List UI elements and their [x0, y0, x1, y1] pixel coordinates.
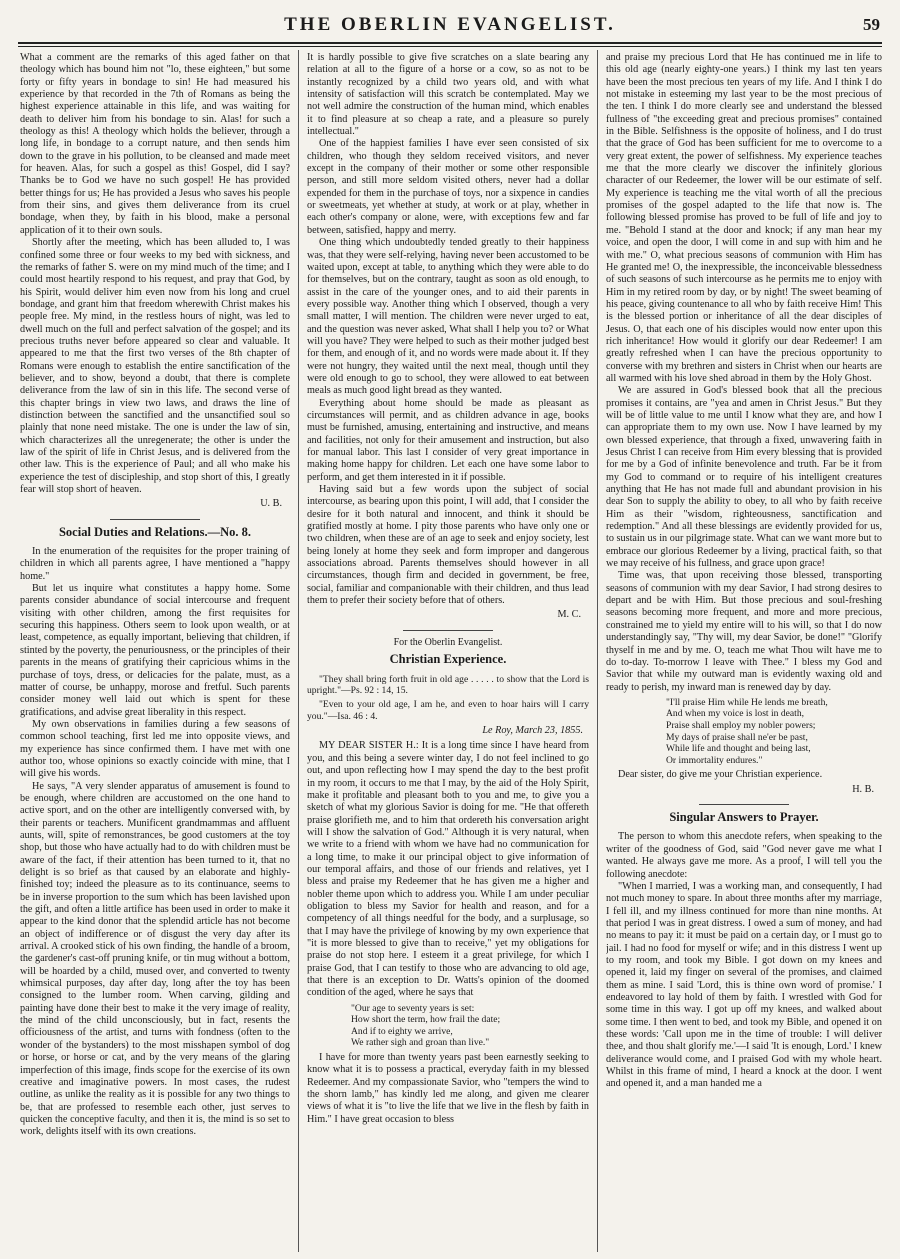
- source-line: For the Oberlin Evangelist.: [393, 636, 503, 648]
- column-3: [606, 52, 882, 1252]
- paragraph: What a comment are the remarks of this aged father on that theology which has bound him not "lo, these eighteen," but some forty or fifty years in bondage to sin! He had measured his experience by that recorded in the 7th of Romans as being the highest experience attainable in this life, and was waiting for death to deliver him from his bondage to sin. Alas! for such a theology as this! A theology which holds the believer, through a long life, in bondage to a corrupt nature, and then sends him down to the grave in his pollution, to be cleansed and made meet for heaven. Alas, for such a gospel as this! Gospel, did I say? Thanks be to God we have no such gospel! He has provided better things for us; He has provided a Jesus who saves his people from their sins, and gives them deliverance from its cruel bondage, when they, by faith in his blood, make a personal application of it to their own souls.: [20, 52, 290, 236]
- page-number: 59: [863, 15, 880, 34]
- verse-line: While life and thought and being last,: [666, 743, 811, 755]
- signature: H. B.: [852, 783, 874, 795]
- epigraph: "Even to your old age, I am he, and even to hoar hairs will I carry you."—Isa. 46 : 4.: [307, 699, 589, 722]
- verse: [351, 1003, 589, 1049]
- verse-line: Or immortality endures.": [666, 754, 763, 766]
- column-2: [307, 52, 589, 1252]
- verse-line: My days of praise shall ne'er be past,: [666, 731, 808, 743]
- section-divider: [403, 630, 493, 631]
- paragraph: My own observations in families during a few seasons of common school teaching, first led me into opposite views, and my experience has since confirmed them. I have met with one author too, whose opinions so exactly coincide with mine, that I will give his words.: [20, 718, 290, 780]
- signature: M. C.: [557, 609, 581, 621]
- paragraph: He says, "A very slender apparatus of amusement is found to be enough, where children are accustomed on the one hand to active sport, and on the other are intelligently conversed with, by their parents or teachers. Munificent grandmammas and affluent aunts, will, spite of remonstrances, be good customers at the toy shop, but those who have actually had to do with children must be aware of the fact, if their attention has been turned to it, that no delight is so brief as that caused by an elaborate and highly-finished toy; indeed the pleasure as to its continuance, seems to be in inverse proportion to the sum which has been lavished upon the gift, and often a little artifice has been used in order to make it appear to the kind donor that the splendid article has not become an object of indifference or of disgust the very day after its arrival. A crooked stick of his own finding, the handle of a broom, the gardener's cast-off pruning knife, or tin mug without a bottom, will be hoarded by a child, mused over, and converted to twenty whimsical purposes, day after day, long after the toy has been consigned to the lumber room. When carving, gilding and painting have done their best to make it the very image of reality, the mind of the child unconsciously, but in fact, resents the officiousness of the artist, and turns with fondness (often to the wonder of the bystanders) to the most misshapen symbol of dog or horse, or horse or cat, and by the very means of the glaring imperfection of this image, finds scope for the exercise of its own creative and imaginative powers. In most cases, the rudest outline, as unlike the reality as it is possible for any two things to be, that are professed to resemble each other, just serves to quicken the conceptive faculty, and then it is, the mind is so set to work, delights itself with its own creations.: [20, 780, 290, 1138]
- paragraph: In the enumeration of the requisites for the proper training of children in which all parents agree, I have mentioned a "happy home.": [20, 546, 290, 582]
- paragraph: Dear sister, do give me your Christian experience.: [618, 769, 823, 781]
- verse-line: Praise shall employ my nobler powers;: [666, 720, 816, 732]
- article-heading: Singular Answers to Prayer.: [669, 810, 819, 825]
- verse-line: "Our age to seventy years is set:: [351, 1002, 475, 1014]
- paragraph: One thing which undoubtedly tended greatly to their happiness was, that they were self-relying, having never been accustomed to be waited upon, except at table, to anything which they were able to do for themselves, but on the contrary, taught as soon as old enough, to assist in the care of the younger ones, and to aid their parents in every possible way. Another thing which I observed, though a very small matter, I will mention. The children were never urged to eat, and the question was never asked, What shall I help you to? or What will you have? They were helped to such as their mother judged best for them, and enough of it, and no words were made about it. If they were not hungry, they waited until the next meal, though until they were old enough to go to school, they were allowed to eat between meals as much good light bread as they wanted.: [307, 237, 589, 397]
- column-1: [20, 52, 290, 1252]
- column-divider-2: [597, 50, 598, 1252]
- epigraph: "They shall bring forth fruit in old age . . . . . to show that the Lord is upright."—Ps. 92 : 14, 15.: [307, 673, 589, 696]
- verse-line: And if to eighty we arrive,: [351, 1025, 453, 1037]
- paragraph: I have for more than twenty years past been earnestly seeking to know what it is to possess a practical, everyday faith in my blessed Redeemer. And my compassionate Savior, who "tempers the wind to the shorn lamb," has kindly led me along, and given me clearer views of what it is "to live the life that we live in the flesh by faith in Him." I have great occasion to bless: [307, 1052, 589, 1125]
- verse: [666, 697, 882, 767]
- column-divider-1: [298, 50, 299, 1252]
- section-divider: [110, 519, 200, 520]
- verse-line: How short the term, how frail the date;: [351, 1014, 501, 1026]
- article-heading: Christian Experience.: [389, 652, 507, 667]
- article-heading: Social Duties and Relations.—No. 8.: [58, 524, 252, 539]
- paragraph: One of the happiest families I have ever seen consisted of six children, who though they seldom received visitors, and never except in the company of their mother or some other responsible person, and still more seldom visited others, never had a dollar expended for them in the purchase of toys, nor a sixpence in candies or sweetmeats, yet whether at study, at work or at play, whether in each other's company or alone, were, with exceptions few and far between, satisfied, happy and merry.: [307, 138, 589, 236]
- masthead: [18, 14, 882, 36]
- dateline: Le Roy, March 23, 1855.: [482, 725, 583, 737]
- verse-line: And when my voice is lost in death,: [666, 708, 805, 720]
- signature: U. B.: [260, 498, 282, 510]
- paragraph: We are assured in God's blessed book that all the precious promises it contains, are "yea and amen in Christ Jesus." But they will be of little value to me until I know what they are, and how I can appropriate them to my own use. Now I have learned by my own blessed experience, that through a fixed, unwavering faith in Jesus Christ I can receive from Him every blessing that is provided for me by a God of infinite benevolence and truth. Far be it from my God to command or to require of his intelligent creatures anything that He has not made full and abundant provision in his dear Son to supply the ability to obey, to all who by faith receive Him as their "wisdom, righteousness, sanctification and redemption." And all these blessings are evidently provided for us, to sustain us in our pilgrimage state. What can we want more but to embrace our glorious Redeemer by a living, practical faith, so that we may receive of his fullness, and grace upon grace!: [606, 385, 882, 570]
- paragraph: Shortly after the meeting, which has been alluded to, I was confined some three or four weeks to my bed with sickness, and the remarks of father S. were on my mind much of the time; and I could most heartily respond to his request, and pray that God, by his Spirit, would deliver him even now from his long and cruel bondage, and grant him that freedom wherewith Christ makes his people free. My mind, in the restless hours of night, was led to dwell much on the full and perfect salvation of the gospel; and its precious truths never before appeared so clear and valuable. It appeared to me that the first two verses of the 8th chapter of Romans were enough to establish the entire sanctification of the believer, and to show, beyond a doubt, that there is complete deliverance from the law of sin in this life. The second verse of this chapter brings in view two laws, and draws the line of distinction between the sanctified and the unsanctified soul so plainly that none need mistake. The one is under the law of sin, which characterizes all the unregenerate; the other is under the law of the spirit of life in Christ Jesus, and is delivered from the other law. This is the experience of Paul; and all who make his experience the test of discipleship, and stop short of this, I greatly fear will stop short of heaven.: [20, 237, 290, 496]
- paragraph: Time was, that upon receiving those blessed, transporting seasons of communion with my dear Savior, I had strong desires to depart and be with Him. But those precious and soul-freshing seasons becoming more frequent, and more and more precious, constrained me to yield my entire will to his will, so that I do now understandingly say, "Thy will, my dear Savior, be done!" "Glorify thyself in me and by me. O, teach me what Thou wilt have me to do to-day. To-morrow I leave with Thee." I bless my God and Savior that while my outward man is evidently waxing old and ready to perish, my inward man is renewed day by day.: [606, 570, 882, 693]
- masthead-rule: [18, 42, 882, 44]
- paragraph: Having said but a few words upon the subject of social intercourse, as bearing upon this point, I will add, that I consider the desire for it both natural and innocent, and think it should be gratified mostly at home. I pity those parents who have only one or two children, when these are of an age to seek and enjoy society, lest being lonely at home they seek and form improper and dangerous associations abroad. Parents themselves should however in all circumstances, though firm and decided in government, be free, social, familiar and companionable with their children, and thus lead them to prefer their society before that of others.: [307, 484, 589, 607]
- masthead-rule-thin: [18, 46, 882, 47]
- paragraph: Everything about home should be made as pleasant as circumstances will permit, and as children advance in age, books must be furnished, amusing, entertaining and instructive, and means and facilities, not only for their amusement and instruction, but also for manual labor. This last I consider of very great importance in making home happy for children. Let each one have some labor to perform, and get them interested in it if possible.: [307, 397, 589, 483]
- verse-line: "I'll praise Him while He lends me breath,: [666, 696, 828, 708]
- section-divider: [699, 804, 789, 805]
- paragraph: It is hardly possible to give five scratches on a slate bearing any relation at all to the figure of a horse or a cow, so as not to be instantly recognized by a child two years old, and with what intensity of satisfaction will this scratch be contemplated. May we not well admire the construction of the human mind, which enables it to find pleasure at so cheap a rate, and a pleasure so purely intellectual.": [307, 52, 589, 138]
- paragraph: "When I married, I was a working man, and consequently, I had not much money to spare. In about three months after my marriage, I fell ill, and my illness continued for more than nine months. At that period I was in great distress. I owed a sum of money, and had no means to pay it: it must be paid on a certain day, or I must go to jail. I had no food for myself or wife; and in this distress I went up to my room, and took my Bible. I got down on my knees and opened it, laid my finger on several of the promises, and claimed them as mine. I said 'Lord, this is thine own word of promise.' I endeavored to lay hold of them by faith. I wrestled with God for some time in this way. I got up off my knees, and walked about some time. I then went to bed, and took my Bible, and opened it on these words: 'Call upon me in the time of trouble: I will deliver thee, and thou shalt glorify me.'—I said 'It is enough, Lord.' I knew deliverance would come, and I praised God with my whole heart. Whilst in this frame of mind, I heard a knock at the door. I went and opened it, and a man handed me a: [606, 880, 882, 1090]
- paragraph: MY DEAR SISTER H.: It is a long time since I have heard from you, and this being a severe winter day, I do not feel inclined to go out, and upon reflecting how I may spend the day to the best profit in my room, it occurs to me that I may, by the aid of the Holy Spirit, make it profitable and pleasant both to you and me, to give you a sketch of what my glorious Savior is doing for me. "He that offereth praise glorifieth me, and to him that ordereth his conversation aright will I show the salvation of God." Although it is very natural, when we write to a friend with whom we have had no communication for a long time, to make it our principal object to give information of our temporal affairs, and those of our friends and relatives, yet I bless and praise my Redeemer that he has given me a higher and nobler theme upon which to address you. While I am under peculiar obligation to bless my Savior for health and reason, and for a competency of all things needful for the body, and a surplusage, so that I may have the privilege of knowing by my own experience that "it is more blessed to give than to receive," yet my obligations for praise do not stop here. I esteem it a great privilege, for which I praise God, that I can testify to those who are advancing to old age, that there is an exception to Dr. Watts's opinion of the doomed condition of the aged, where he says that: [307, 740, 589, 999]
- verse-line: We rather sigh and groan than live.": [351, 1037, 490, 1049]
- masthead-title: THE OBERLIN EVANGELIST.: [284, 14, 616, 35]
- paragraph: and praise my precious Lord that He has continued me in life to this old age (nearly eighty-one years.) I think my last ten years have been the most precious ten years of my life. And I think I do not mistake in esteeming my last year to be the most precious of the ten. I think I do more clearly see and understand the blessed fullness of "the exceeding great and precious promises" contained in the Bible. Selfishness is the opposite of holiness, and I do trust that the grace of God has been sufficient for me to overcome to a very great extent, the power of selfishness. My experience teaches me that the more clearly we discover the infinitely glorious character of our Redeemer, the lower will be our estimate of self. My experience is teaching me the vital worth of all the precious promises of the gospel adapted to the life that now is. The following blessed promise has proved to be full of life and joy to me. "Behold I stand at the door and knock; if any man hear my voice, and open the door, I will come in and sup with him and he with me." O, what precious seasons of communion with Him has He granted me! O, the inexpressible, the inconceivable blessedness of such seasons of such intercourse as he permits me to enjoy with Him in my retired room by day, or by night! The sweet beaming of his peace, giving countenance to all who by faith receive Him! This is the blessed portion or inheritance of all the dear disciples of Jesus. O, that each one of his disciples would now enter upon this rich inheritance! How would it glorify our dear Redeemer! I am greatly refreshed when I can have the precious opportunity to converse with my brethren and sisters in Christ when our hearts are all warmed with his love shed abroad in them by the Holy Ghost.: [606, 52, 882, 384]
- paragraph: But let us inquire what constitutes a happy home. Some parents consider abundance of social intercourse and frequent visiting with other children, among the first requisites for securing this happiness. Others seem to look upon wealth, or at least, competence, as equally important, believing that children, if stinted by the poverty, the penuriousness, or the principles of their parents in the means of gratifying their capricious whims in the purchase of toys, dress, or delicacies for the palate, must, as a matter of course, be unhappy, morose and fretful. Such parents consider money well laid out which is spent for these gratifications, and advise great liberality in this respect.: [20, 583, 290, 718]
- paragraph: The person to whom this anecdote refers, when speaking to the writer of the goodness of God, said "God never gave me what I wanted. He always gave me more. As a proof, I will tell you the following anecdote:: [606, 831, 882, 880]
